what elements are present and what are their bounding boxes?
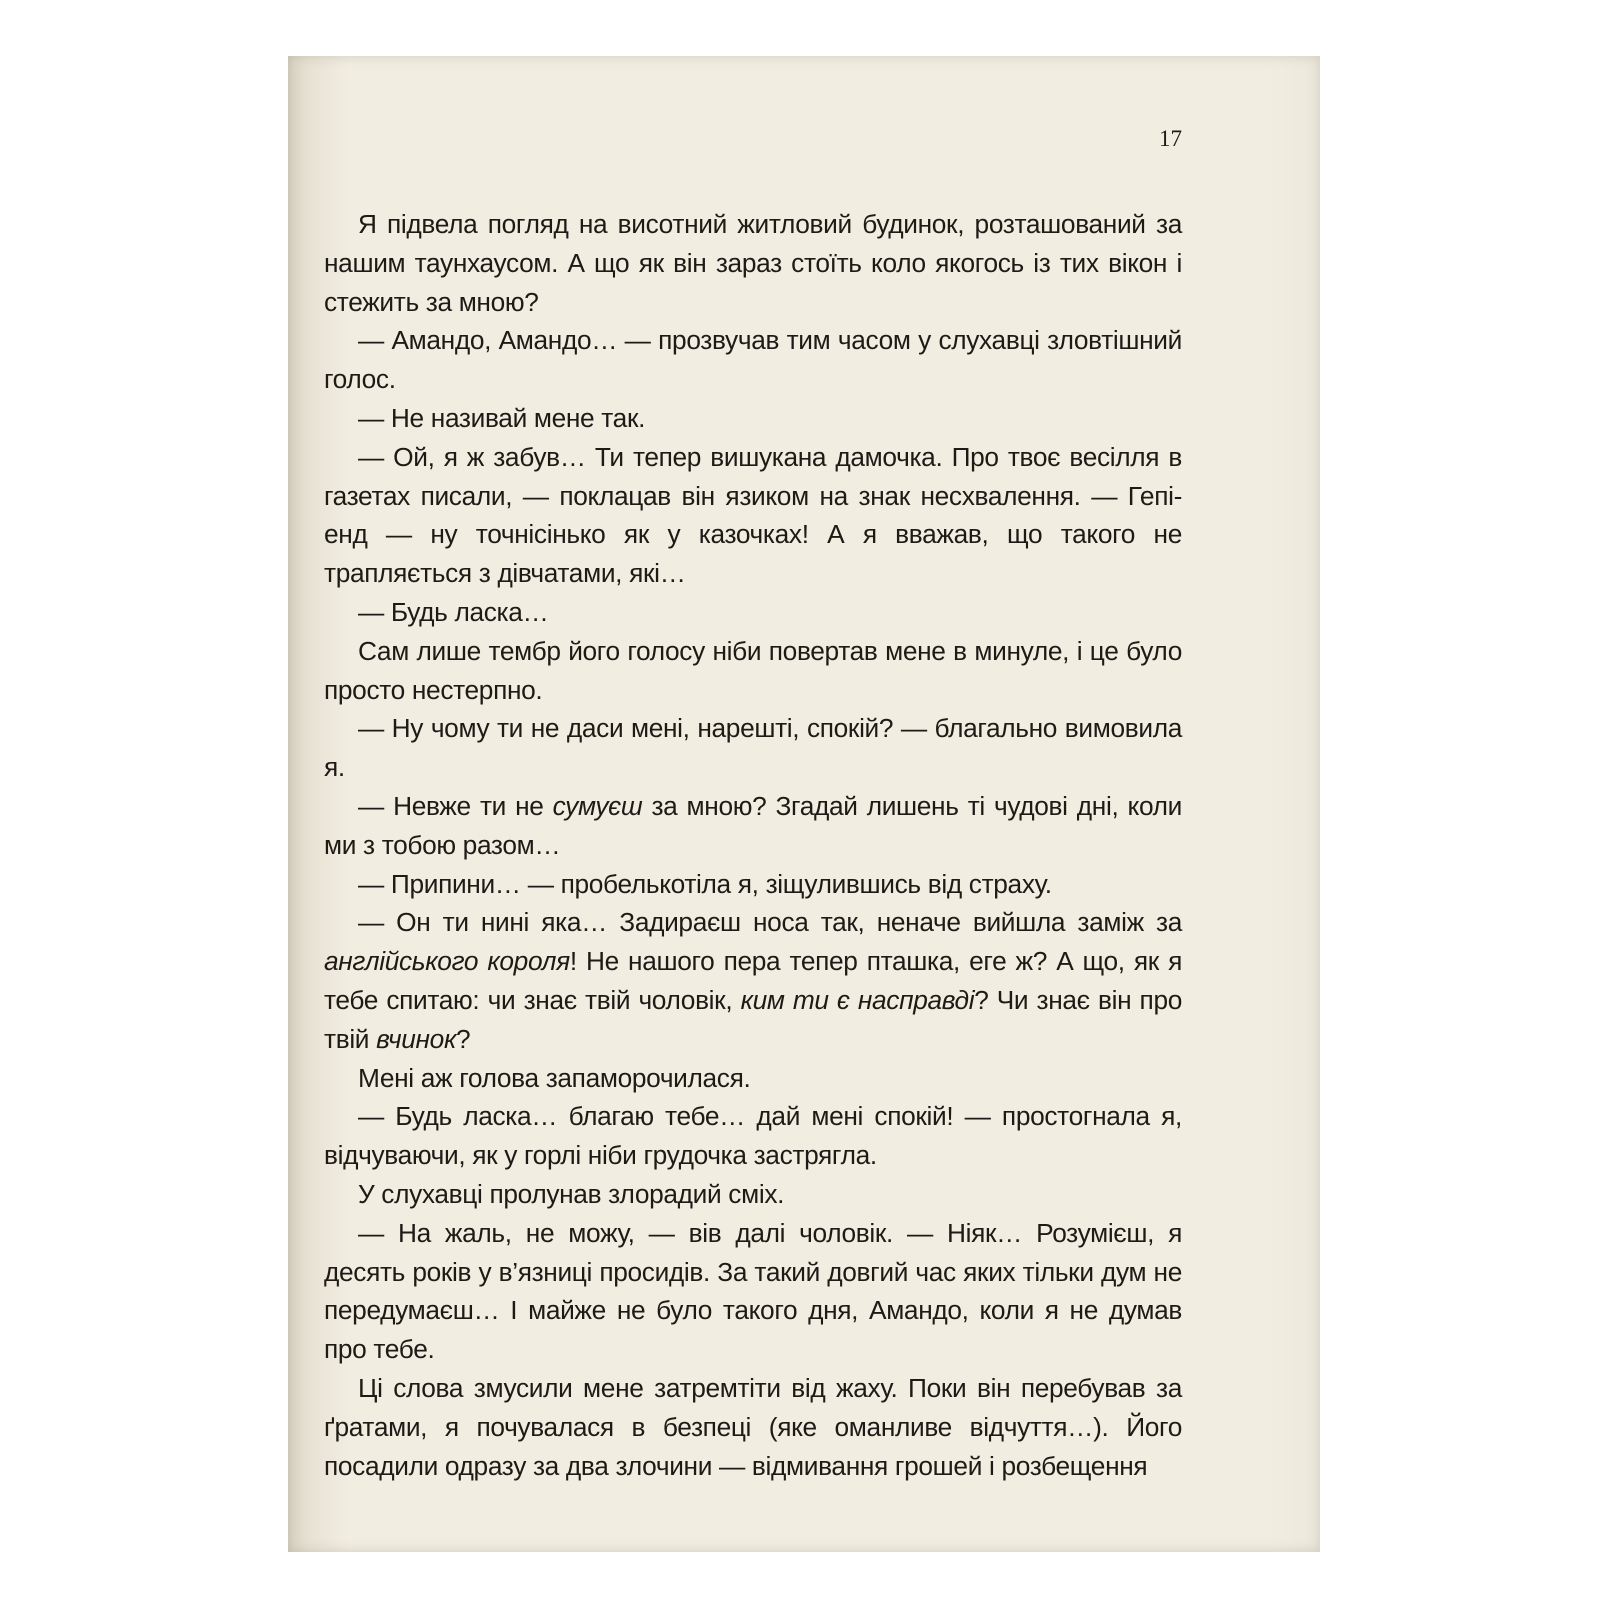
text-run: У слухавці пролунав злорадий сміх.: [358, 1178, 785, 1209]
text-run: — Будь ласка…: [358, 596, 549, 627]
text-run: за мною? Згадай лишень ті чудові дні, коли ми з тобою разом…: [324, 790, 1182, 860]
text-run: Ці слова змусили мене затремтіти від жаху. Поки він перебував за ґратами, я почувалася в безпеці (яке оманливе відчуття…). Його посадили одразу за два злочини — відмивання грошей і розбещення: [324, 1372, 1182, 1481]
italic-text: сумуєш: [552, 790, 643, 821]
text-run: ! Не нашого пера тепер пташка, еге ж? А що, як я тебе спитаю: чи знає твій чоловік,: [324, 946, 1182, 1015]
text-run: — На жаль, не можу, — вів далі чоловік. — Ніяк… Розумієш, я десять років у в’язниці просидів. За такий довгий час яких тільки дум не передумаєш… І майже не було такого дня, Амандо, коли я не думав про тебе.: [324, 1217, 1182, 1365]
text-run: — Ой, я ж забув… Ти тепер вишукана дамочка. Про твоє весілля в газетах писали, — поклацав він язиком на знак несхвалення. — Гепі-енд — ну точнісінько як у казочках! А я вважав, що такого не трапляється з дівчатами, які…: [324, 441, 1182, 589]
text-run: Мені аж голова запаморочилася.: [358, 1062, 751, 1093]
text-run: — Ну чому ти не даси мені, нарешті, спокій? — благально вимовила я.: [324, 713, 1182, 783]
paragraph: [324, 321, 1182, 399]
text-run: ?: [456, 1023, 471, 1054]
paragraph: [324, 399, 1182, 438]
paragraph: [324, 593, 1182, 632]
paragraph: [324, 903, 1182, 1058]
paragraph: [324, 1214, 1182, 1369]
paragraph: [324, 632, 1182, 710]
text-run: Сам лише тембр його голосу ніби повертав мене в минуле, і це було просто нестерпно.: [324, 635, 1182, 705]
italic-text: ким ти є насправді: [740, 984, 975, 1015]
book-page: [288, 56, 1320, 1552]
text-run: — Припини… — пробелькотіла я, зіщулившись від страху.: [358, 868, 1052, 899]
paragraph: [324, 1059, 1182, 1098]
body-text: [324, 205, 1182, 1485]
text-run: ? Чи знає він про твій: [324, 984, 1182, 1054]
text-run: — Невже ти не: [358, 790, 553, 821]
text-run: — Амандо, Амандо… — прозвучав тим часом у слухавці зловтішний голос.: [324, 325, 1182, 395]
italic-text: англійського короля: [324, 946, 570, 977]
paragraph: [324, 1097, 1182, 1175]
page-number: 17: [1159, 126, 1182, 151]
text-run: — Не називай мене так.: [358, 402, 646, 433]
italic-text: вчинок: [376, 1023, 457, 1054]
paragraph: [324, 1175, 1182, 1214]
paragraph: [324, 709, 1182, 787]
paragraph: [324, 787, 1182, 865]
paragraph: [324, 205, 1182, 321]
text-run: — Будь ласка… благаю тебе… дай мені спокій! — простогнала я, відчуваючи, як у горлі ніби грудочка застрягла.: [324, 1101, 1182, 1171]
text-run: — Он ти нині яка… Задираєш носа так, неначе вийшла заміж за: [358, 907, 1182, 938]
paragraph: [324, 1369, 1182, 1485]
paragraph: [324, 438, 1182, 593]
text-run: Я підвела погляд на висотний житловий будинок, розташований за нашим таунхаусом. А що як він зараз стоїть коло якогось із тих вікон і стежить за мною?: [324, 209, 1182, 317]
paragraph: [324, 865, 1182, 904]
